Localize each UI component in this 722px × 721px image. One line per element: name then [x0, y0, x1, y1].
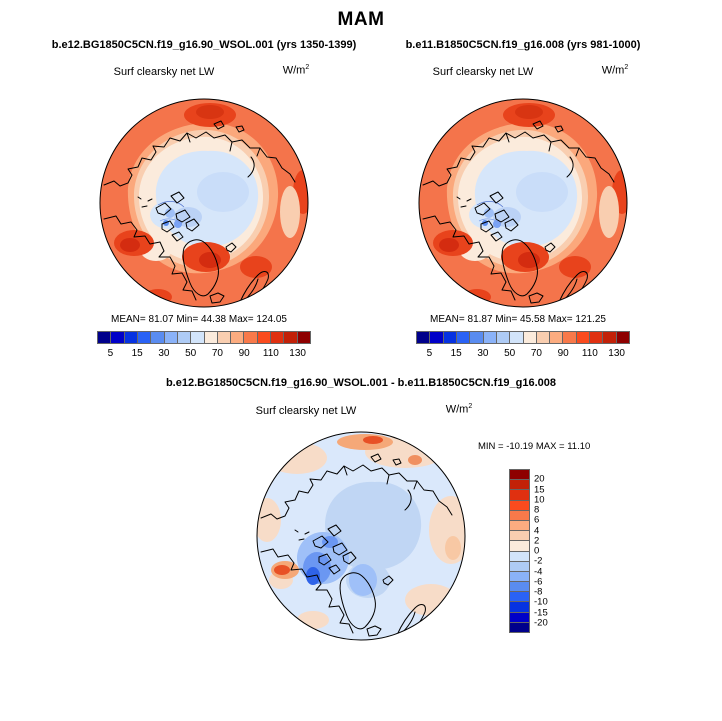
colorbar-tick-label: 110 [262, 348, 279, 359]
colorbar-segment [244, 332, 257, 343]
colorbar-segment [617, 332, 629, 343]
colorbar-segment [510, 501, 529, 511]
colorbar-segment [111, 332, 124, 343]
left-colorbar [97, 331, 311, 344]
map-right-climatology [417, 97, 629, 309]
colorbar-tick-label: 4 [534, 525, 540, 536]
colorbar-segment [524, 332, 537, 343]
diff-field-label: Surf clearsky net LW [255, 405, 357, 417]
diff-colorbar-ticks [534, 469, 568, 633]
colorbar-tick-label: 20 [534, 473, 545, 485]
right-panel-header: b.e11.B1850C5CN.f19_g16.008 (yrs 981-1000) [405, 39, 641, 51]
colorbar-segment [298, 332, 310, 343]
colorbar-tick-label: 130 [608, 348, 625, 359]
map-difference [255, 430, 467, 642]
colorbar-segment [510, 480, 529, 490]
right-stats-line: MEAN= 81.87 Min= 45.58 Max= 121.25 [430, 314, 606, 325]
colorbar-segment [484, 332, 497, 343]
colorbar-segment [510, 470, 529, 480]
colorbar-segment [205, 332, 218, 343]
colorbar-tick-label: 70 [211, 348, 223, 359]
colorbar-segment [284, 332, 297, 343]
left-field-label: Surf clearsky net LW [113, 66, 215, 78]
left-stats-line: MEAN= 81.07 Min= 44.38 Max= 124.05 [111, 314, 287, 325]
colorbar-segment [457, 332, 470, 343]
colorbar-tick-label: 0 [534, 545, 540, 557]
colorbar-segment [510, 490, 529, 500]
colorbar-segment [510, 613, 529, 623]
colorbar-segment [577, 332, 590, 343]
page-title: MAM [337, 9, 385, 30]
colorbar-tick-label: 50 [504, 348, 516, 359]
colorbar-tick-label: 2 [534, 535, 540, 547]
colorbar-segment [417, 332, 430, 343]
diff-minmax-line: MIN = -10.19 MAX = 11.10 [478, 441, 591, 452]
colorbar-segment [271, 332, 284, 343]
right-colorbar-ticks [416, 348, 630, 360]
colorbar-tick-label: 15 [131, 348, 143, 359]
colorbar-tick-label: -4 [534, 566, 543, 577]
colorbar-segment [510, 511, 529, 521]
colorbar-tick-label: 5 [107, 348, 114, 359]
colorbar-segment [258, 332, 271, 343]
colorbar-tick-label: 70 [530, 348, 542, 359]
colorbar-tick-label: 30 [477, 348, 489, 359]
colorbar-tick-label: 5 [426, 348, 433, 359]
colorbar-segment [178, 332, 191, 343]
colorbar-tick-label: 10 [534, 494, 545, 506]
left-colorbar-ticks [97, 348, 311, 360]
diff-units-label: $W/m^2$ [445, 403, 473, 416]
colorbar-segment [125, 332, 138, 343]
colorbar-tick-label: 30 [158, 348, 170, 359]
colorbar-segment [510, 521, 529, 531]
colorbar-tick-label: 8 [534, 504, 540, 516]
colorbar-segment [510, 562, 529, 572]
colorbar-segment [191, 332, 204, 343]
colorbar-tick-label: -15 [534, 607, 548, 618]
colorbar-tick-label: -2 [534, 555, 543, 567]
colorbar-segment [590, 332, 603, 343]
right-units-label: $W/m^2$ [601, 64, 629, 77]
colorbar-tick-label: 15 [450, 348, 462, 359]
colorbar-segment [550, 332, 563, 343]
left-panel-header: b.e12.BG1850C5CN.f19_g16.90_WSOL.001 (yrs 1350-1399) [51, 39, 357, 51]
colorbar-tick-label: 15 [534, 484, 545, 495]
colorbar-segment [151, 332, 164, 343]
colorbar-tick-label: 90 [557, 348, 569, 359]
colorbar-tick-label: 6 [534, 514, 540, 526]
colorbar-tick-label: -8 [534, 586, 543, 598]
colorbar-segment [497, 332, 510, 343]
colorbar-tick-label: 130 [289, 348, 306, 359]
colorbar-segment [231, 332, 244, 343]
colorbar-segment [430, 332, 443, 343]
colorbar-segment [537, 332, 550, 343]
diff-colorbar [509, 469, 530, 633]
colorbar-segment [470, 332, 483, 343]
map-left-climatology [98, 97, 310, 309]
colorbar-segment [510, 552, 529, 562]
colorbar-segment [444, 332, 457, 343]
colorbar-tick-label: 90 [238, 348, 250, 359]
colorbar-segment [510, 602, 529, 612]
right-field-label: Surf clearsky net LW [432, 66, 534, 78]
colorbar-segment [510, 592, 529, 602]
colorbar-tick-label: -10 [534, 596, 548, 608]
colorbar-segment [510, 332, 523, 343]
diff-panel-header: b.e12.BG1850C5CN.f19_g16.90_WSOL.001 - b.e11.B1850C5CN.f19_g16.008 [165, 377, 557, 389]
colorbar-tick-label: -20 [534, 617, 548, 629]
colorbar-segment [510, 531, 529, 541]
colorbar-segment [138, 332, 151, 343]
colorbar-segment [165, 332, 178, 343]
colorbar-segment [510, 582, 529, 592]
right-colorbar [416, 331, 630, 344]
colorbar-segment [510, 623, 529, 632]
colorbar-segment [98, 332, 111, 343]
colorbar-tick-label: -6 [534, 576, 543, 588]
colorbar-segment [510, 572, 529, 582]
colorbar-segment [510, 541, 529, 551]
colorbar-segment [603, 332, 616, 343]
colorbar-segment [218, 332, 231, 343]
colorbar-segment [563, 332, 576, 343]
colorbar-tick-label: 50 [185, 348, 197, 359]
colorbar-tick-label: 110 [581, 348, 598, 359]
left-units-label: $W/m^2$ [282, 64, 310, 77]
